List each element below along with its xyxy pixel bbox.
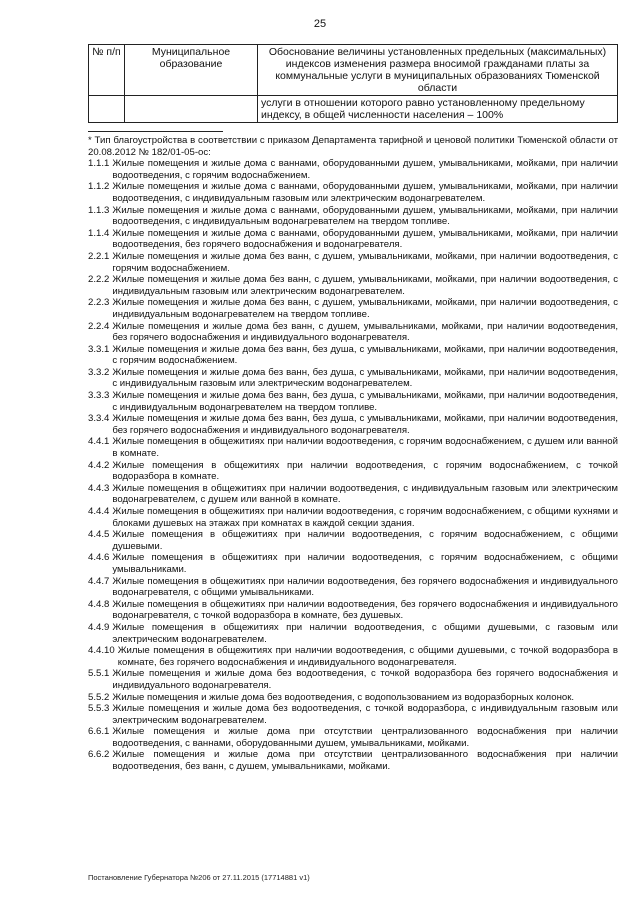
continuation-row xyxy=(89,96,618,123)
item-number: 5.5.3 xyxy=(88,703,110,715)
list-item xyxy=(88,344,618,367)
item-text: Жилые помещения в общежитиях при наличии водоотведения, с горячим водоснабжением, с общими кухнями и блоками душевых на этажах при комнатах в каждой секции здания. xyxy=(112,506,618,529)
item-text: Жилые помещения в общежитиях при наличии водоотведения, с горячим водоснабжением, с общими душевыми. xyxy=(112,529,618,552)
item-text: Жилые помещения и жилые дома без ванн, с душем, умывальниками, мойками, при наличии водоотведения, с горячим водоснабжением. xyxy=(112,250,618,274)
list-item xyxy=(88,321,618,344)
document-footer: Постановление Губернатора №206 от 27.11.2015 (17714881 v1) xyxy=(88,873,310,882)
item-text: Жилые помещения и жилые дома с ваннами, оборудованными душем, умывальниками, мойками, при наличии водоотведения, с индивидуальным газовым или электрическим водонагревателем. xyxy=(112,181,618,204)
list-item xyxy=(88,483,618,506)
item-number: 4.4.10 xyxy=(88,645,115,657)
list-item xyxy=(88,726,618,749)
item-text: Жилые помещения в общежитиях при наличии водоотведения, без горячего водоснабжения и индивидуального водонагревателя, с общими умывальниками. xyxy=(112,575,618,599)
item-number: 4.4.5 xyxy=(88,529,110,541)
footnote-separator xyxy=(88,131,223,132)
list-item xyxy=(88,599,618,622)
item-number: 6.6.1 xyxy=(88,726,110,738)
item-number: 1.1.4 xyxy=(88,227,110,239)
list-item xyxy=(88,645,618,668)
item-number: 4.4.3 xyxy=(88,482,110,494)
item-number: 3.3.2 xyxy=(88,366,110,378)
cell-empty-num xyxy=(89,96,125,123)
list-item xyxy=(88,692,618,704)
header-municipality: Муниципальное образование xyxy=(125,45,258,96)
item-number: 6.6.2 xyxy=(88,749,110,761)
continuation-text: услуги в отношении которого равно установленному предельному индексу, в общей численности населения – 100% xyxy=(258,96,618,123)
item-text: Жилые помещения и жилые дома без ванн, с душем, умывальниками, мойками, при наличии водоотведения, с индивидуальным водонагревателем на твердом топливе. xyxy=(112,297,618,320)
item-number: 3.3.4 xyxy=(88,413,110,425)
header-row xyxy=(89,45,618,96)
item-text: Жилые помещения и жилые дома без водоотведения, с водопользованием из водоразборных колонок. xyxy=(112,691,575,703)
item-number: 3.3.1 xyxy=(88,343,110,355)
list-item xyxy=(88,158,618,181)
item-text: Жилые помещения и жилые дома при отсутствии централизованного водоснабжения при наличии водоотведения, без ванн, с душем, умывальниками, мойками. xyxy=(112,749,618,773)
item-number: 2.2.2 xyxy=(88,274,110,286)
list-item xyxy=(88,460,618,483)
item-text: Жилые помещения и жилые дома с ваннами, оборудованными душем, умывальниками, мойками, при наличии водоотведения, с индивидуальным водонагревателем на твердом топливе. xyxy=(112,204,618,228)
item-text: Жилые помещения и жилые дома с ваннами, оборудованными душем, умывальниками, мойками, при наличии водоотведения, без горячего водоснабжения и водонагревателя. xyxy=(112,227,618,251)
list-item xyxy=(88,703,618,726)
item-number: 1.1.2 xyxy=(88,181,110,193)
footnote-list xyxy=(88,158,618,772)
item-number: 1.1.1 xyxy=(88,158,110,170)
item-number: 2.2.3 xyxy=(88,297,110,309)
list-item xyxy=(88,576,618,599)
item-number: 5.5.2 xyxy=(88,691,110,703)
list-item xyxy=(88,552,618,575)
list-item xyxy=(88,205,618,228)
item-text: Жилые помещения и жилые дома без ванн, без душа, с умывальниками, мойками, при наличии водоотведения, с индивидуальным газовым или электрическим водонагревателем. xyxy=(112,366,618,390)
item-text: Жилые помещения в общежитиях при наличии водоотведения, с общими душевыми, с точкой водоразбора в комнате, без горячего водоснабжения и индивидуального водонагревателя. xyxy=(117,645,618,668)
list-item xyxy=(88,506,618,529)
item-text: Жилые помещения и жилые дома без водоотведения, с точкой водоразбора, с индивидуальным газовым или электрическим водонагревателем. xyxy=(112,703,618,726)
item-number: 4.4.6 xyxy=(88,552,110,564)
list-item xyxy=(88,297,618,320)
item-text: Жилые помещения в общежитиях при наличии водоотведения, с общими душевыми, с газовым или электрическим водонагревателем. xyxy=(112,621,618,645)
item-text: Жилые помещения в общежитиях при наличии водоотведения, без горячего водоснабжения и индивидуального водонагревателя, с точкой водоразбора в комнате, без душевых. xyxy=(112,598,618,622)
item-number: 4.4.9 xyxy=(88,621,110,633)
header-table xyxy=(88,44,618,123)
list-item xyxy=(88,228,618,251)
item-text: Жилые помещения и жилые дома без ванн, без душа, с умывальниками, мойками, при наличии водоотведения, с горячим водоснабжением. xyxy=(112,343,618,367)
list-item xyxy=(88,529,618,552)
list-item xyxy=(88,274,618,297)
list-item xyxy=(88,390,618,413)
list-item xyxy=(88,749,618,772)
header-num: № п/п xyxy=(89,45,125,96)
footnote-intro: * Тип благоустройства в соответствии с приказом Департамента тарифной и ценовой политики Тюменской области от 20.08.2012 № 182/01-05-ос: xyxy=(88,135,618,158)
item-number: 4.4.4 xyxy=(88,506,110,517)
footnote-block xyxy=(88,135,618,773)
item-text: Жилые помещения и жилые дома без ванн, без душа, с умывальниками, мойками, при наличии водоотведения, с индивидуальным водонагревателем на твердом топливе. xyxy=(112,390,618,413)
list-item xyxy=(88,668,618,691)
item-number: 4.4.8 xyxy=(88,598,110,610)
list-item xyxy=(88,251,618,274)
item-number: 4.4.1 xyxy=(88,436,110,448)
item-text: Жилые помещения и жилые дома без ванн, с душем, умывальниками, мойками, при наличии водоотведения, без горячего водоснабжения и индивидуального водонагревателя. xyxy=(112,320,618,344)
list-item xyxy=(88,181,618,204)
list-item xyxy=(88,367,618,390)
item-number: 4.4.2 xyxy=(88,459,110,471)
item-text: Жилые помещения в общежитиях при наличии водоотведения, с горячим водоснабжением, с точкой водоразбора в комнате. xyxy=(112,459,618,483)
list-item xyxy=(88,413,618,436)
item-number: 4.4.7 xyxy=(88,575,110,587)
item-text: Жилые помещения в общежитиях при наличии водоотведения, с горячим водоснабжением, с душем или ванной в комнате. xyxy=(112,436,618,460)
cell-empty-municipality xyxy=(125,96,258,123)
item-text: Жилые помещения и жилые дома без водоотведения, с точкой водоразбора без горячего водоснабжения и индивидуального водонагревателя. xyxy=(112,668,618,691)
header-justification: Обоснование величины установленных предельных (максимальных) индексов изменения размера вносимой гражданами платы за коммунальные услуги в муниципальных образованиях Тюменской области xyxy=(258,45,618,96)
item-text: Жилые помещения в общежитиях при наличии водоотведения, с индивидуальным газовым или электрическим водонагревателем, с душем или ванной в комнате. xyxy=(112,482,618,506)
item-number: 2.2.1 xyxy=(88,250,110,262)
item-text: Жилые помещения и жилые дома без ванн, без душа, с умывальниками, мойками, при наличии водоотведения, без горячего водоснабжения и индивидуального водонагревателя. xyxy=(112,413,618,436)
page-number: 25 xyxy=(313,18,327,30)
item-number: 1.1.3 xyxy=(88,204,110,216)
list-item xyxy=(88,622,618,645)
item-text: Жилые помещения и жилые дома при отсутствии централизованного водоснабжения при наличии водоотведения, с ваннами, оборудованными душем, умывальниками, мойками. xyxy=(112,726,618,749)
item-number: 3.3.3 xyxy=(88,390,110,402)
item-text: Жилые помещения и жилые дома без ванн, с душем, умывальниками, мойками, при наличии водоотведения, с индивидуальным газовым или электрическим водонагревателем. xyxy=(112,274,618,297)
list-item xyxy=(88,436,618,459)
item-number: 2.2.4 xyxy=(88,320,110,332)
item-text: Жилые помещения в общежитиях при наличии водоотведения, с горячим водоснабжением, с общими умывальниками. xyxy=(112,552,618,575)
item-text: Жилые помещения и жилые дома с ваннами, оборудованными душем, умывальниками, мойками, при наличии водоотведения, с горячим водоснабжением. xyxy=(112,158,618,181)
item-number: 5.5.1 xyxy=(88,668,110,680)
